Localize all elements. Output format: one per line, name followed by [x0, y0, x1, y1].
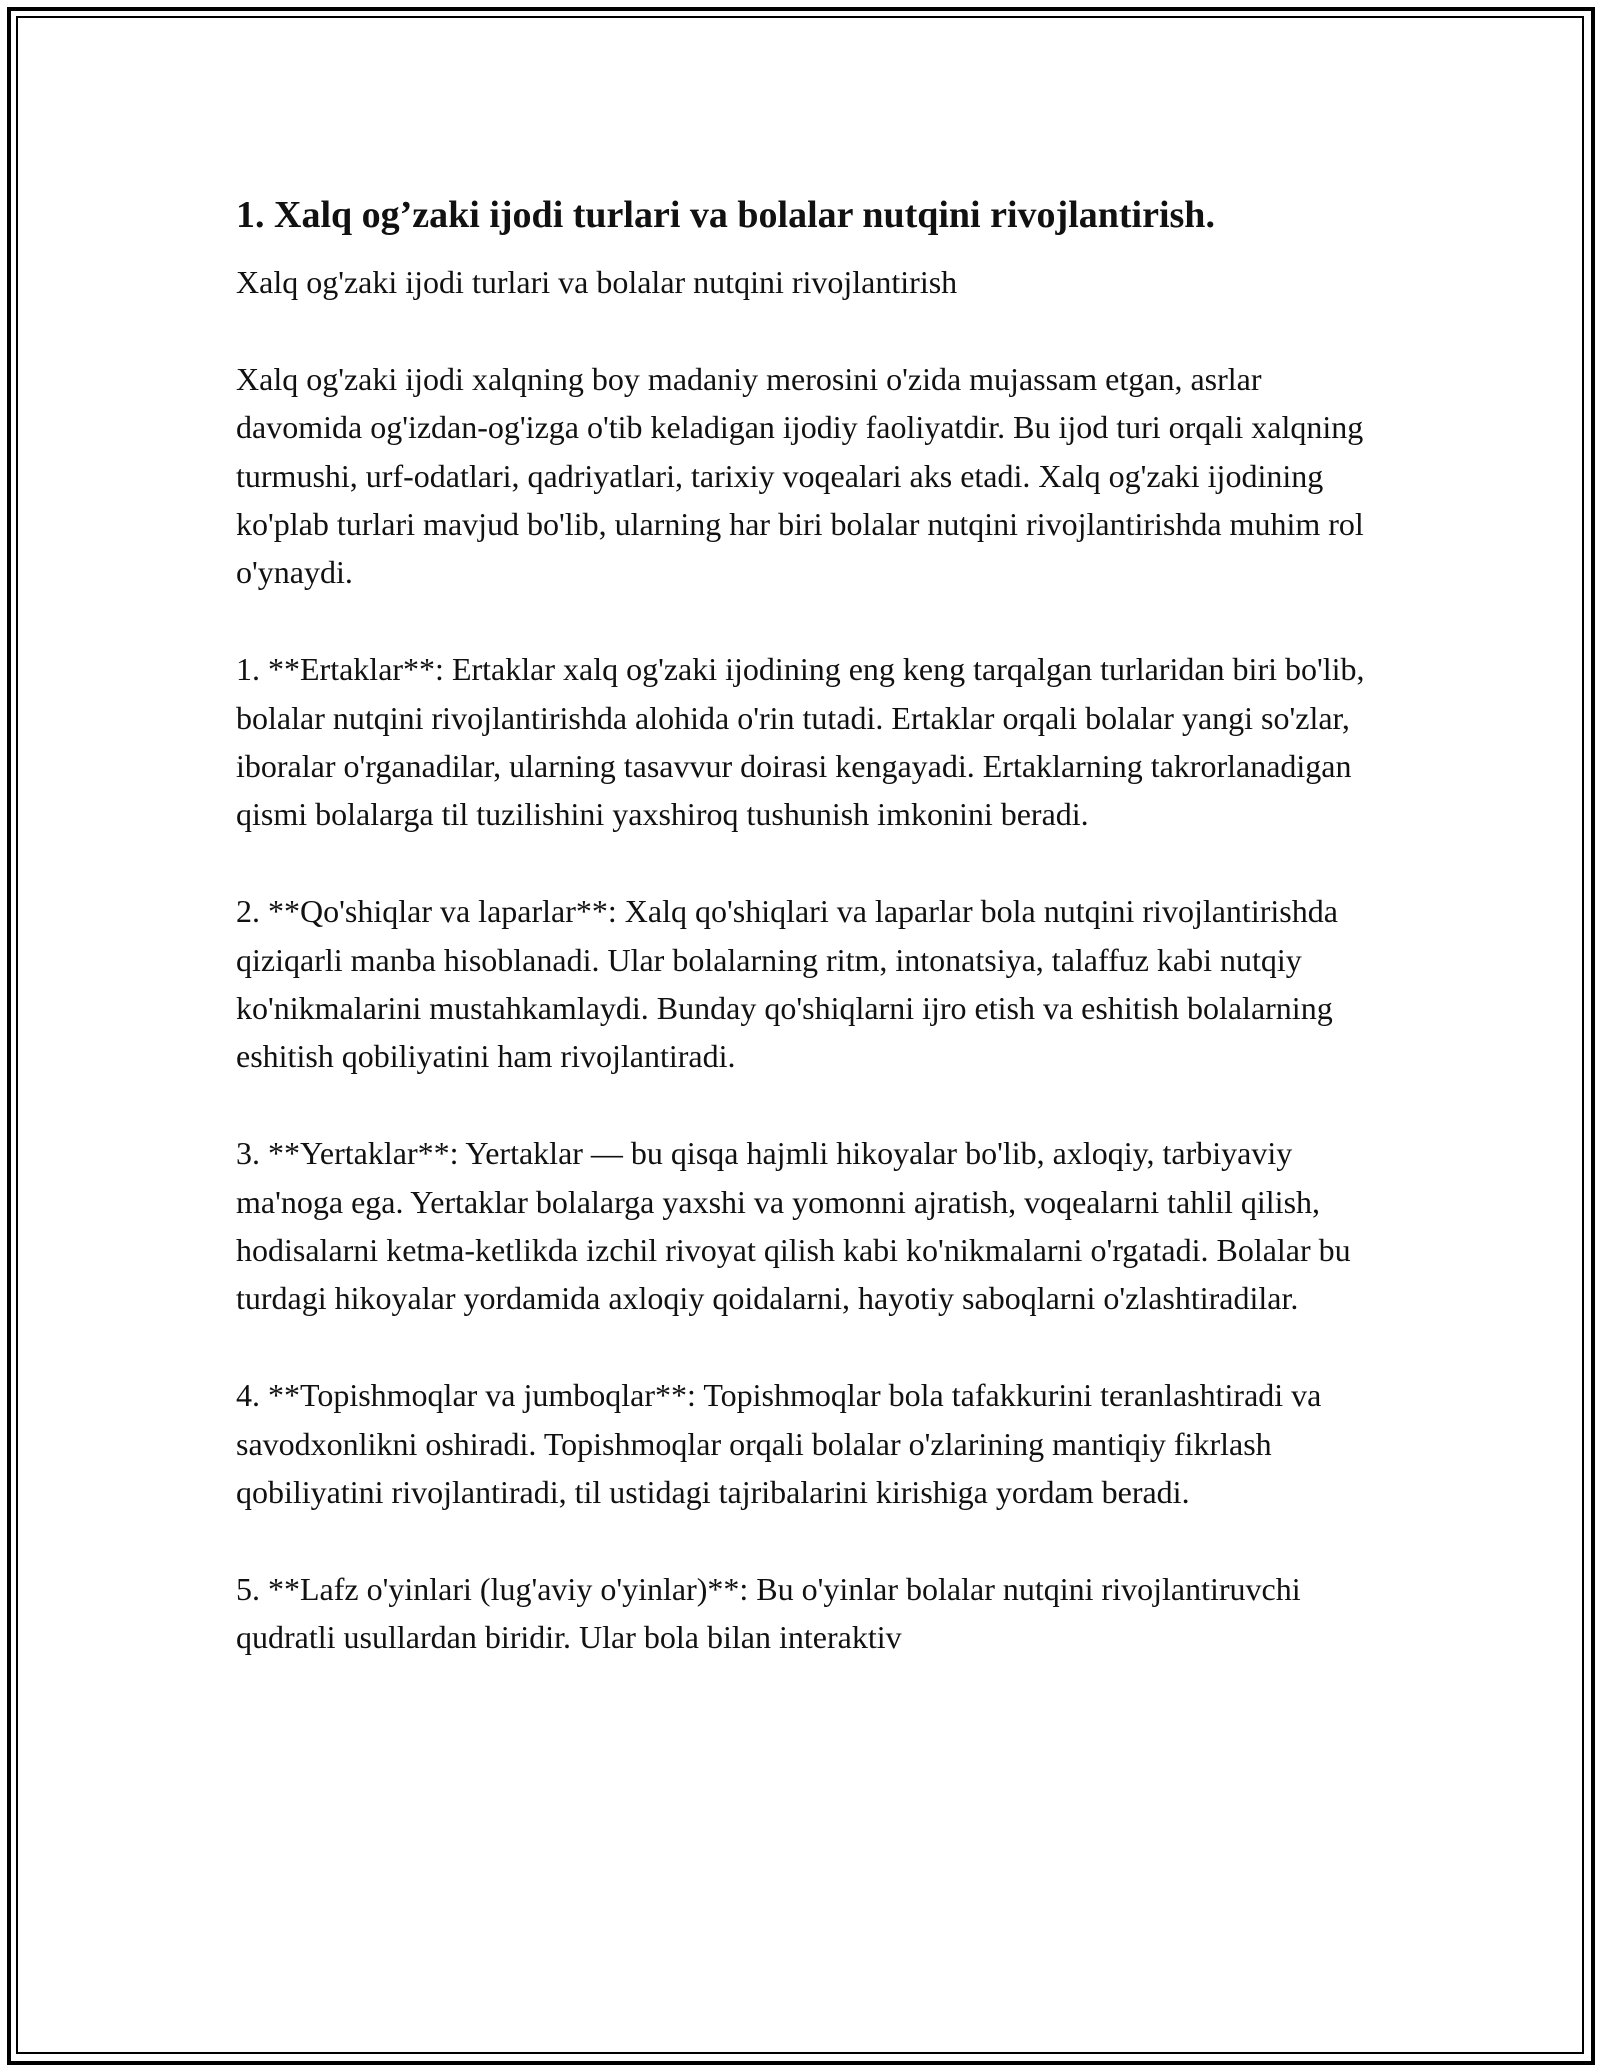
intro-paragraph: Xalq og'zaki ijodi xalqning boy madaniy merosini o'zida mujassam etgan, asrlar davomida og'izdan-og'izga o'tib keladigan ijodiy faoliyatdir. Bu ijod turi orqali xalqning turmushi, urf-odatlari, qadriyatlari, tarixiy voqealari aks etadi. Xalq og'zaki ijodining ko'plab turlari mavjud bo'lib, ularning har biri bolalar nutqini rivojlantirishda muhim rol o'ynaydi. [236, 360, 1364, 591]
list-item-qoshiqlar: 2. **Qo'shiqlar va laparlar**: Xalq qo'shiqlari va laparlar bola nutqini rivojlantirishda qiziqarli manba hisoblanadi. Ular bolalarning ritm, intonatsiya, talaffuz kabi nutqiy ko'nikmalarini mustahkamlaydi. Bunday qo'shiqlarni ijro etish va eshitish bolalarning eshitish qobiliyatini ham rivojlantiradi. [236, 893, 1338, 1075]
list-item-yertaklar: 3. **Yertaklar**: Yertaklar — bu qisqa hajmli hikoyalar bo'lib, axloqiy, tarbiyaviy ma'noga ega. Yertaklar bolalarga yaxshi va yomonni ajratish, voqealarni tahlil qilish, hodisalarni ketma-ketlikda izchil rivoyat qilish kabi ko'nikmalarni o'rgatadi. Bolalar bu turdagi hikoyalar yordamida axloqiy qoidalarni, hayotiy saboqlarni o'zlashtiradilar. [236, 1135, 1351, 1317]
list-item-lafz-oyinlari: 5. **Lafz o'yinlari (lug'aviy o'yinlar)**: Bu o'yinlar bolalar nutqini rivojlantiruvchi qudratli usullardan biridir. Ular bola bilan interaktiv [236, 1570, 1301, 1656]
list-item-ertaklar: 1. **Ertaklar**: Ertaklar xalq og'zaki ijodining eng keng tarqalgan turlaridan biri bo'lib, bolalar nutqini rivojlantirishda alohida o'rin tutadi. Ertaklar orqali bolalar yangi so'zlar, iboralar o'rganadilar, ularning tasavvur doirasi kengayadi. Ertaklarning takrorlanadigan qismi bolalarga til tuzilishini yaxshiroq tushunish imkonini beradi. [236, 651, 1365, 833]
document-title: 1. Xalq og’zaki ijodi turlari va bolalar nutqini rivojlantirish. [236, 194, 1215, 236]
document-subtitle: Xalq og'zaki ijodi turlari va bolalar nutqini rivojlantirish [236, 264, 958, 300]
list-item-topishmoqlar: 4. **Topishmoqlar va jumboqlar**: Topishmoqlar bola tafakkurini teranlashtiradi va savodxonlikni oshiradi. Topishmoqlar orqali bolalar o'zlarining mantiqiy fikrlash qobiliyatini rivojlantiradi, til ustidagi tajribalarini kirishiga yordam beradi. [236, 1377, 1322, 1511]
document-body [236, 188, 1366, 1710]
